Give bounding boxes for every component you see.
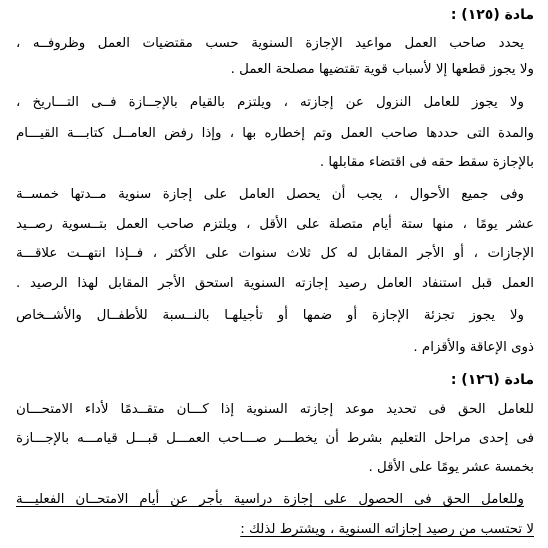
article-125-line-2: ولا يجوز قطعها إلا لأسباب قوية تقتضيها مصلحة العمل .: [230, 62, 534, 77]
article-126-heading-word: مادة: [504, 372, 534, 388]
article-125-heading: [16, 4, 534, 26]
article-125-line-4: والمدة التى حددها صاحب العمل وتم إخطاره بها ، وإذا رفض العامــل كتابـــة القيـــام: [16, 126, 534, 141]
article-125-line-6: وفى جميع الأحوال ، يجب أن يحصل العامل على إجازة سنوية مــدتها خمســة: [16, 187, 524, 202]
article-126-line-2: فى إحدى مراحل التعليم بشرط أن يخطـــر صـــاحب العمـــل قبـــل قيامـــه بالإجـــازة: [16, 431, 534, 446]
article-125-line-8: الإجازات ، أو الأجر المقابل له كل ثلاث سنوات على الأكثر ، فــإذا انتهــت علاقـــة: [16, 246, 534, 261]
article-126-heading: [16, 369, 534, 391]
article-125-line-9: العمل قبل استنفاد العامل رصيد إجازته السنوية استحق الأجر المقابل لهذا الرصيد .: [16, 276, 534, 291]
article-126-line-4: وللعامل الحق فى الحصول على إجازة دراسية بأجر عن أيام الامتحــان الفعليـــة: [16, 492, 524, 507]
article-125-line-3: ولا يجوز للعامل النزول عن إجازته ، ويلتزم بالقيام بالإجــازة فــى التـــاريخ ،: [16, 95, 524, 110]
article-125-line-10: ولا يجوز تجزئة الإجازة أو ضمها أو تأجيلهـا بالنــسبة للأطفــال والأشــخاص: [16, 308, 524, 323]
article-126-line-3: بخمسة عشر يومًا على الأقل .: [368, 460, 534, 475]
article-126-heading-number: (١٢٦) :: [450, 372, 500, 388]
article-126-line-5: لا تحتسب من رصيد إجازاته السنوية ، ويشترط لذلك :: [240, 522, 534, 537]
article-126-line-1: للعامل الحق فى تحديد موعد إجازته السنوية إذا كـــان متقــدمًا لأداء الامتحـــان: [16, 402, 534, 417]
article-125-heading-word: مادة: [504, 7, 534, 23]
article-125-line-11: ذوى الإعاقة والأقزام .: [413, 340, 534, 355]
article-125-line-5: بالإجازة سقط حقه فى اقتضاء مقابلها .: [319, 155, 534, 170]
article-125-heading-number: (١٢٥) :: [450, 7, 500, 23]
article-125-line-1: يحدد صاحب العمل مواعيد الإجازة السنوية حسب مقتضيات العمل وظروفــه ،: [16, 36, 524, 51]
article-125-line-7: عشر يومًا ، منها ستة أيام متصلة على الأقل ، ويلتزم صاحب العمل بتــسوية رصــيد: [16, 217, 534, 232]
